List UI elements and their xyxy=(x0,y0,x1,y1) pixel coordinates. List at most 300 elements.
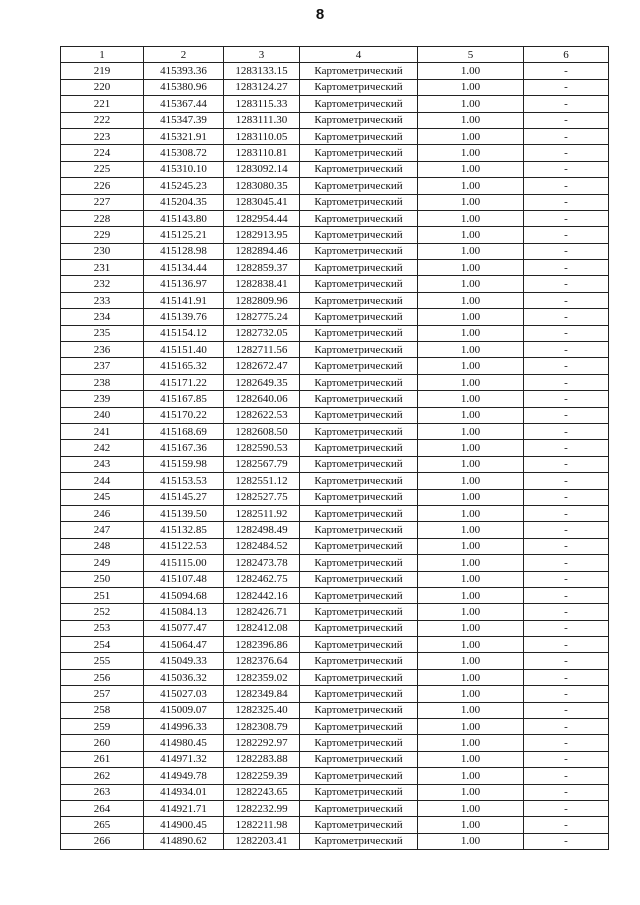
table-cell: 237 xyxy=(61,358,144,374)
table-cell: 1.00 xyxy=(418,719,524,735)
table-cell: 415151.40 xyxy=(144,342,224,358)
table-header xyxy=(61,47,609,63)
table-cell: 414890.62 xyxy=(144,833,224,849)
table-cell: 1282376.64 xyxy=(224,653,300,669)
table-cell: 219 xyxy=(61,63,144,79)
table-cell: 227 xyxy=(61,194,144,210)
table-cell: 1283111.30 xyxy=(224,112,300,128)
table-cell: 1.00 xyxy=(418,63,524,79)
table-cell: 255 xyxy=(61,653,144,669)
table-row xyxy=(61,620,609,636)
table-cell: 1.00 xyxy=(418,210,524,226)
table-cell: Картометрический xyxy=(300,358,418,374)
table-cell: Картометрический xyxy=(300,161,418,177)
table-cell: 415077.47 xyxy=(144,620,224,636)
table-cell: - xyxy=(524,587,609,603)
table-row xyxy=(61,79,609,95)
table-row xyxy=(61,505,609,521)
table-cell: - xyxy=(524,423,609,439)
table-cell: 1282775.24 xyxy=(224,309,300,325)
table-cell: 415308.72 xyxy=(144,145,224,161)
table-cell: 415064.47 xyxy=(144,637,224,653)
table-cell: 1.00 xyxy=(418,112,524,128)
column-header: 3 xyxy=(224,47,300,63)
table-row xyxy=(61,112,609,128)
table-cell: 415094.68 xyxy=(144,587,224,603)
table-cell: 415165.32 xyxy=(144,358,224,374)
table-cell: 415321.91 xyxy=(144,128,224,144)
table-cell: 1.00 xyxy=(418,637,524,653)
table-cell: 1.00 xyxy=(418,751,524,767)
table-row xyxy=(61,374,609,390)
table-cell: 1282308.79 xyxy=(224,719,300,735)
table-cell: Картометрический xyxy=(300,194,418,210)
table-cell: Картометрический xyxy=(300,604,418,620)
table-cell: 415134.44 xyxy=(144,260,224,276)
table-row xyxy=(61,686,609,702)
table-cell: 415107.48 xyxy=(144,571,224,587)
table-cell: Картометрический xyxy=(300,178,418,194)
table-cell: 1.00 xyxy=(418,96,524,112)
table-cell: 1.00 xyxy=(418,522,524,538)
table-cell: 1.00 xyxy=(418,784,524,800)
table-row xyxy=(61,227,609,243)
table-cell: Картометрический xyxy=(300,620,418,636)
table-row xyxy=(61,423,609,439)
table-cell: 1.00 xyxy=(418,505,524,521)
table-cell: Картометрический xyxy=(300,407,418,423)
table-cell: 1282511.92 xyxy=(224,505,300,521)
column-header: 2 xyxy=(144,47,224,63)
table-cell: Картометрический xyxy=(300,637,418,653)
table-row xyxy=(61,817,609,833)
table-cell: 1.00 xyxy=(418,342,524,358)
table-cell: 415125.21 xyxy=(144,227,224,243)
table-cell: 415367.44 xyxy=(144,96,224,112)
table-row xyxy=(61,260,609,276)
table-cell: Картометрический xyxy=(300,669,418,685)
table-cell: Картометрический xyxy=(300,145,418,161)
table-cell: 1283045.41 xyxy=(224,194,300,210)
table-cell: 415153.53 xyxy=(144,473,224,489)
table-cell: 1283133.15 xyxy=(224,63,300,79)
table-row xyxy=(61,96,609,112)
table-cell: 1282259.39 xyxy=(224,768,300,784)
page-number: 8 xyxy=(315,6,325,23)
table-cell: 230 xyxy=(61,243,144,259)
table-row xyxy=(61,702,609,718)
table-cell: Картометрический xyxy=(300,423,418,439)
table-cell: 1.00 xyxy=(418,489,524,505)
table-cell: Картометрический xyxy=(300,260,418,276)
table-cell: - xyxy=(524,178,609,194)
table-cell: 415136.97 xyxy=(144,276,224,292)
table-cell: - xyxy=(524,620,609,636)
table-cell: - xyxy=(524,719,609,735)
table-row xyxy=(61,784,609,800)
table-cell: 1.00 xyxy=(418,358,524,374)
table-cell: 1282292.97 xyxy=(224,735,300,751)
table-cell: 415170.22 xyxy=(144,407,224,423)
table-cell: 1.00 xyxy=(418,833,524,849)
table-cell: 1282325.40 xyxy=(224,702,300,718)
table-cell: 246 xyxy=(61,505,144,521)
table-cell: 1283092.14 xyxy=(224,161,300,177)
table-header-row xyxy=(61,47,609,63)
table-cell: 249 xyxy=(61,555,144,571)
table-cell: 257 xyxy=(61,686,144,702)
table-cell: 1.00 xyxy=(418,423,524,439)
table-cell: 415167.85 xyxy=(144,391,224,407)
table-row xyxy=(61,391,609,407)
table-cell: 1.00 xyxy=(418,473,524,489)
table-cell: - xyxy=(524,489,609,505)
table-cell: - xyxy=(524,702,609,718)
table-cell: Картометрический xyxy=(300,128,418,144)
table-cell: - xyxy=(524,96,609,112)
table-cell: 228 xyxy=(61,210,144,226)
table-cell: 1.00 xyxy=(418,817,524,833)
table-cell: Картометрический xyxy=(300,555,418,571)
table-cell: Картометрический xyxy=(300,719,418,735)
table-cell: 248 xyxy=(61,538,144,554)
table-cell: 1.00 xyxy=(418,538,524,554)
table-cell: 232 xyxy=(61,276,144,292)
table-cell: 414900.45 xyxy=(144,817,224,833)
table-cell: - xyxy=(524,63,609,79)
table-cell: Картометрический xyxy=(300,79,418,95)
table-row xyxy=(61,587,609,603)
table-cell: 1283080.35 xyxy=(224,178,300,194)
table-cell: 1282590.53 xyxy=(224,440,300,456)
table-cell: 1282711.56 xyxy=(224,342,300,358)
table-cell: 415049.33 xyxy=(144,653,224,669)
table-cell: - xyxy=(524,161,609,177)
table-cell: 1.00 xyxy=(418,194,524,210)
table-cell: 415159.98 xyxy=(144,456,224,472)
table-cell: 1.00 xyxy=(418,587,524,603)
table-cell: 1282442.16 xyxy=(224,587,300,603)
table-row xyxy=(61,456,609,472)
table-cell: Картометрический xyxy=(300,833,418,849)
table-row xyxy=(61,522,609,538)
table-cell: 1.00 xyxy=(418,243,524,259)
table-cell: 415171.22 xyxy=(144,374,224,390)
table-cell: 415143.80 xyxy=(144,210,224,226)
table-cell: 1283124.27 xyxy=(224,79,300,95)
table-row xyxy=(61,292,609,308)
table-cell: 252 xyxy=(61,604,144,620)
table-cell: - xyxy=(524,817,609,833)
table-cell: 1.00 xyxy=(418,669,524,685)
table-cell: 1282396.86 xyxy=(224,637,300,653)
table-cell: 1.00 xyxy=(418,79,524,95)
table-cell: 235 xyxy=(61,325,144,341)
table-cell: Картометрический xyxy=(300,440,418,456)
table-cell: 1.00 xyxy=(418,555,524,571)
table-cell: 1282551.12 xyxy=(224,473,300,489)
table-cell: - xyxy=(524,522,609,538)
table-cell: 1282359.02 xyxy=(224,669,300,685)
table-row xyxy=(61,342,609,358)
table-cell: Картометрический xyxy=(300,325,418,341)
table-cell: Картометрический xyxy=(300,473,418,489)
table-cell: 1282913.95 xyxy=(224,227,300,243)
table-cell: Картометрический xyxy=(300,702,418,718)
column-header: 6 xyxy=(524,47,609,63)
table-cell: Картометрический xyxy=(300,112,418,128)
table-cell: 1.00 xyxy=(418,686,524,702)
table-cell: Картометрический xyxy=(300,309,418,325)
table-cell: - xyxy=(524,440,609,456)
column-header: 4 xyxy=(300,47,418,63)
table-cell: 224 xyxy=(61,145,144,161)
table-cell: 1.00 xyxy=(418,620,524,636)
table-cell: - xyxy=(524,833,609,849)
table-row xyxy=(61,440,609,456)
table-cell: - xyxy=(524,784,609,800)
table-cell: 258 xyxy=(61,702,144,718)
table-cell: - xyxy=(524,292,609,308)
table-cell: 1.00 xyxy=(418,145,524,161)
table-cell: Картометрический xyxy=(300,456,418,472)
table-cell: - xyxy=(524,79,609,95)
table-cell: 221 xyxy=(61,96,144,112)
table-cell: 1282622.53 xyxy=(224,407,300,423)
table-cell: 1.00 xyxy=(418,735,524,751)
table-cell: 1.00 xyxy=(418,309,524,325)
table-cell: Картометрический xyxy=(300,784,418,800)
table-cell: Картометрический xyxy=(300,342,418,358)
table-cell: Картометрический xyxy=(300,391,418,407)
table-cell: - xyxy=(524,243,609,259)
table-cell: 415139.76 xyxy=(144,309,224,325)
table-cell: Картометрический xyxy=(300,538,418,554)
table-cell: 233 xyxy=(61,292,144,308)
table-cell: 1282484.52 xyxy=(224,538,300,554)
table-cell: 1282498.49 xyxy=(224,522,300,538)
table-cell: 415168.69 xyxy=(144,423,224,439)
table-cell: Картометрический xyxy=(300,817,418,833)
coordinates-table xyxy=(60,46,609,850)
table-row xyxy=(61,276,609,292)
table-cell: 415204.35 xyxy=(144,194,224,210)
table-cell: 1282283.88 xyxy=(224,751,300,767)
table-cell: 1.00 xyxy=(418,292,524,308)
table-cell: 1282473.78 xyxy=(224,555,300,571)
table-row xyxy=(61,735,609,751)
table-cell: - xyxy=(524,555,609,571)
table-cell: Картометрический xyxy=(300,374,418,390)
table-cell: Картометрический xyxy=(300,587,418,603)
table-cell: - xyxy=(524,686,609,702)
table-cell: - xyxy=(524,342,609,358)
table-cell: 415139.50 xyxy=(144,505,224,521)
table-cell: 236 xyxy=(61,342,144,358)
table-cell: 253 xyxy=(61,620,144,636)
table-row xyxy=(61,653,609,669)
table-row xyxy=(61,210,609,226)
table-row xyxy=(61,325,609,341)
table-cell: Картометрический xyxy=(300,768,418,784)
table-row xyxy=(61,128,609,144)
column-header: 5 xyxy=(418,47,524,63)
table-cell: 415027.03 xyxy=(144,686,224,702)
table-cell: 251 xyxy=(61,587,144,603)
column-header: 1 xyxy=(61,47,144,63)
table-cell: 414996.33 xyxy=(144,719,224,735)
table-cell: Картометрический xyxy=(300,800,418,816)
table-cell: - xyxy=(524,276,609,292)
table-cell: - xyxy=(524,735,609,751)
table-row xyxy=(61,489,609,505)
table-cell: 264 xyxy=(61,800,144,816)
table-cell: 1.00 xyxy=(418,325,524,341)
table-cell: 1282232.99 xyxy=(224,800,300,816)
table-cell: - xyxy=(524,604,609,620)
table-cell: Картометрический xyxy=(300,210,418,226)
table-cell: 415245.23 xyxy=(144,178,224,194)
table-cell: 1282608.50 xyxy=(224,423,300,439)
table-cell: 1283115.33 xyxy=(224,96,300,112)
table-cell: - xyxy=(524,128,609,144)
table-cell: 243 xyxy=(61,456,144,472)
table-cell: 1.00 xyxy=(418,128,524,144)
table-cell: 1.00 xyxy=(418,276,524,292)
table-row xyxy=(61,194,609,210)
table-cell: 415084.13 xyxy=(144,604,224,620)
table-cell: 415128.98 xyxy=(144,243,224,259)
table-cell: 225 xyxy=(61,161,144,177)
table-cell: 1282640.06 xyxy=(224,391,300,407)
table-row xyxy=(61,571,609,587)
table-row xyxy=(61,407,609,423)
table-cell: - xyxy=(524,669,609,685)
table-cell: 1282349.84 xyxy=(224,686,300,702)
table-row xyxy=(61,309,609,325)
table-cell: 414980.45 xyxy=(144,735,224,751)
table-cell: - xyxy=(524,374,609,390)
table-cell: 1.00 xyxy=(418,604,524,620)
table-cell: - xyxy=(524,456,609,472)
table-cell: 262 xyxy=(61,768,144,784)
table-cell: 1.00 xyxy=(418,391,524,407)
table-cell: - xyxy=(524,637,609,653)
table-cell: 1282809.96 xyxy=(224,292,300,308)
table-cell: 415115.00 xyxy=(144,555,224,571)
table-cell: 415154.12 xyxy=(144,325,224,341)
table-cell: 1282859.37 xyxy=(224,260,300,276)
table-cell: 239 xyxy=(61,391,144,407)
table-cell: 266 xyxy=(61,833,144,849)
table-cell: - xyxy=(524,505,609,521)
table-cell: 415167.36 xyxy=(144,440,224,456)
table-cell: 263 xyxy=(61,784,144,800)
table-cell: 254 xyxy=(61,637,144,653)
table-cell: 1.00 xyxy=(418,178,524,194)
table-cell: 226 xyxy=(61,178,144,194)
table-cell: 1.00 xyxy=(418,440,524,456)
table-cell: 242 xyxy=(61,440,144,456)
table-cell: 415393.36 xyxy=(144,63,224,79)
table-cell: - xyxy=(524,309,609,325)
table-cell: 1.00 xyxy=(418,571,524,587)
table-cell: 238 xyxy=(61,374,144,390)
table-cell: 1.00 xyxy=(418,456,524,472)
table-cell: 245 xyxy=(61,489,144,505)
table-cell: Картометрический xyxy=(300,505,418,521)
table-cell: 1.00 xyxy=(418,260,524,276)
table-cell: Картометрический xyxy=(300,276,418,292)
table-row xyxy=(61,243,609,259)
table-cell: 1282649.35 xyxy=(224,374,300,390)
table-cell: 1283110.05 xyxy=(224,128,300,144)
table-row xyxy=(61,63,609,79)
table-cell: Картометрический xyxy=(300,489,418,505)
table-cell: 1282838.41 xyxy=(224,276,300,292)
table-cell: 1282672.47 xyxy=(224,358,300,374)
table-cell: 1282567.79 xyxy=(224,456,300,472)
table-cell: 222 xyxy=(61,112,144,128)
table-cell: - xyxy=(524,325,609,341)
table-cell: 265 xyxy=(61,817,144,833)
table-cell: - xyxy=(524,751,609,767)
table-cell: - xyxy=(524,768,609,784)
table-cell: 1.00 xyxy=(418,407,524,423)
table-cell: 1.00 xyxy=(418,768,524,784)
table-cell: - xyxy=(524,227,609,243)
table-row xyxy=(61,719,609,735)
table-cell: 244 xyxy=(61,473,144,489)
table-cell: 1282954.44 xyxy=(224,210,300,226)
table-row xyxy=(61,538,609,554)
table-cell: - xyxy=(524,112,609,128)
table-cell: 415122.53 xyxy=(144,538,224,554)
table-cell: 415145.27 xyxy=(144,489,224,505)
table-cell: 247 xyxy=(61,522,144,538)
table-cell: 1282243.65 xyxy=(224,784,300,800)
table-cell: - xyxy=(524,145,609,161)
table-row xyxy=(61,669,609,685)
table-cell: Картометрический xyxy=(300,653,418,669)
table-row xyxy=(61,473,609,489)
table-cell: 1282211.98 xyxy=(224,817,300,833)
table-cell: 414949.78 xyxy=(144,768,224,784)
table-cell: 1.00 xyxy=(418,161,524,177)
table-cell: Картометрический xyxy=(300,63,418,79)
table-cell: 1282462.75 xyxy=(224,571,300,587)
table-cell: Картометрический xyxy=(300,243,418,259)
table-cell: - xyxy=(524,653,609,669)
table-cell: 415009.07 xyxy=(144,702,224,718)
table-cell: - xyxy=(524,358,609,374)
table-row xyxy=(61,751,609,767)
table-cell: 1.00 xyxy=(418,374,524,390)
table-cell: - xyxy=(524,407,609,423)
table-cell: 1282412.08 xyxy=(224,620,300,636)
table-cell: Картометрический xyxy=(300,735,418,751)
table-cell: 223 xyxy=(61,128,144,144)
table-cell: Картометрический xyxy=(300,686,418,702)
table-cell: 415141.91 xyxy=(144,292,224,308)
table-cell: 260 xyxy=(61,735,144,751)
table-cell: - xyxy=(524,391,609,407)
table-cell: 1.00 xyxy=(418,653,524,669)
table-cell: - xyxy=(524,800,609,816)
table-cell: Картометрический xyxy=(300,751,418,767)
table-row xyxy=(61,637,609,653)
table-cell: 220 xyxy=(61,79,144,95)
